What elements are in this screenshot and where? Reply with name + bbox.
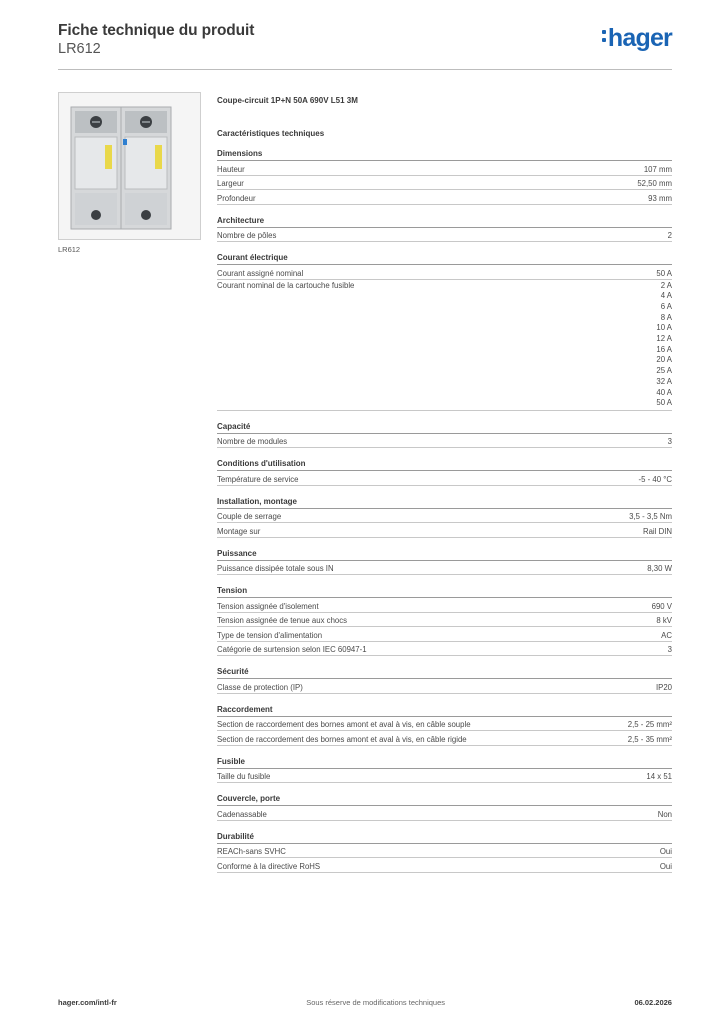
spec-value: 10 A: [656, 323, 672, 333]
page-title: Fiche technique du produit: [58, 22, 255, 39]
spec-label: Section de raccordement des bornes amont et aval à vis, en câble souple: [217, 720, 471, 730]
spec-row: [217, 642, 672, 657]
product-photo: [58, 92, 201, 240]
section-title: Puissance: [217, 549, 672, 561]
spec-value: 40 A: [656, 387, 672, 397]
spec-row: [217, 679, 672, 694]
spec-row: [217, 161, 672, 176]
spec-label: Largeur: [217, 179, 244, 188]
spec-value: -5 - 40 °C: [638, 474, 672, 484]
section-title: Fusible: [217, 757, 672, 769]
spec-value: AC: [661, 630, 672, 640]
spec-value: 2,5 - 35 mm²: [627, 734, 672, 744]
spec-row: [217, 613, 672, 628]
spec-row: [217, 731, 672, 746]
spec-value: 2,5 - 25 mm²: [627, 720, 672, 730]
section-title: Courant électrique: [217, 253, 672, 265]
spec-value: 52,50 mm: [637, 179, 672, 188]
spec-row: [217, 509, 672, 524]
spec-label: Nombre de pôles: [217, 231, 277, 240]
spec-value: 2: [667, 231, 672, 240]
spec-value: 16 A: [656, 344, 672, 354]
spec-content: [217, 96, 672, 873]
section-title: Couvercle, porte: [217, 794, 672, 806]
spec-value: 8 kV: [656, 616, 672, 626]
spec-value: 3: [667, 645, 672, 655]
spec-row: [217, 471, 672, 486]
spec-value: IP20: [655, 682, 672, 692]
spec-value: 107 mm: [643, 164, 672, 174]
spec-label: Cadenassable: [217, 809, 267, 819]
section-title: Architecture: [217, 216, 672, 228]
spec-value: 6 A: [660, 301, 672, 311]
product-reference: LR612: [58, 41, 101, 57]
spec-row: [217, 280, 672, 411]
spec-value: 93 mm: [648, 193, 672, 203]
spec-label: Courant assigné nominal: [217, 268, 304, 278]
page-header: [58, 22, 672, 70]
specs-heading: Caractéristiques techniques: [217, 129, 325, 138]
spec-label: Température de service: [217, 474, 299, 484]
spec-label: Profondeur: [217, 193, 256, 203]
spec-label: Montage sur: [217, 526, 261, 536]
hager-logo: [602, 26, 672, 51]
spec-label: Section de raccordement des bornes amont et aval à vis, en câble rigide: [217, 734, 467, 744]
spec-label: Courant nominal de la cartouche fusible: [217, 280, 355, 290]
spec-label: Type de tension d'alimentation: [217, 630, 323, 640]
spec-row: [217, 627, 672, 642]
product-title: Coupe-circuit 1P+N 50A 690V L51 3M: [217, 96, 358, 105]
spec-value: 8 A: [660, 312, 672, 322]
spec-row: [217, 265, 672, 280]
page-footer: [58, 998, 672, 1007]
logo-text: hager: [607, 24, 672, 52]
section-title: Capacité: [217, 422, 672, 434]
spec-row: [217, 806, 672, 821]
spec-value: 20 A: [656, 355, 672, 365]
spec-value: Oui: [659, 847, 672, 857]
photo-caption: LR612: [58, 245, 81, 254]
spec-label: Catégorie de surtension selon IEC 60947-1: [217, 645, 367, 655]
section-title: Tension: [217, 586, 672, 598]
spec-value: 50 A: [656, 398, 672, 408]
spec-label: Nombre de modules: [217, 437, 288, 447]
spec-label: Taille du fusible: [217, 772, 271, 782]
spec-row: [217, 228, 672, 243]
spec-sections: [217, 149, 672, 873]
section-title: Installation, montage: [217, 497, 672, 509]
spec-row: [217, 561, 672, 576]
spec-row: [217, 717, 672, 732]
spec-row: [217, 523, 672, 538]
spec-value: 12 A: [656, 334, 672, 344]
section-title: Dimensions: [217, 149, 672, 161]
spec-label: Puissance dissipée totale sous IN: [217, 564, 334, 574]
fuse-holder-image: [59, 93, 200, 239]
spec-row: [217, 769, 672, 784]
spec-row: [217, 190, 672, 205]
spec-value-list: [656, 281, 672, 409]
section-title: Sécurité: [217, 667, 672, 679]
spec-label: Classe de protection (IP): [217, 682, 303, 692]
section-title: Durabilité: [217, 832, 672, 844]
spec-label: Tension assignée d'isolement: [217, 601, 319, 611]
spec-value: 4 A: [660, 291, 672, 301]
spec-label: Couple de serrage: [217, 512, 282, 522]
spec-row: [217, 434, 672, 449]
spec-row: [217, 844, 672, 859]
spec-value: 50 A: [656, 268, 672, 278]
spec-row: [217, 858, 672, 873]
spec-value: 3: [667, 437, 672, 447]
logo-dots-icon: [602, 30, 607, 44]
spec-row: [217, 176, 672, 191]
spec-value: 32 A: [656, 376, 672, 386]
spec-value: 8,30 W: [647, 564, 672, 574]
footer-date: 06.02.2026: [634, 998, 672, 1007]
spec-label: Conforme à la directive RoHS: [217, 861, 321, 871]
spec-value: Rail DIN: [642, 526, 672, 536]
section-title: Raccordement: [217, 705, 672, 717]
spec-label: Hauteur: [217, 164, 245, 174]
spec-value: 14 x 51: [646, 772, 672, 782]
spec-row: [217, 598, 672, 613]
footer-disclaimer: Sous réserve de modifications techniques: [306, 998, 446, 1007]
spec-value: Non: [657, 809, 672, 819]
spec-label: REACh-sans SVHC: [217, 847, 286, 857]
spec-value: 3,5 - 3,5 Nm: [629, 512, 672, 522]
spec-value: 690 V: [651, 601, 672, 611]
spec-value: Oui: [659, 861, 672, 871]
spec-label: Tension assignée de tenue aux chocs: [217, 616, 348, 626]
section-title: Conditions d'utilisation: [217, 459, 672, 471]
spec-value: 2 A: [660, 280, 672, 290]
spec-value: 25 A: [656, 366, 672, 376]
footer-website: hager.com/intl-fr: [58, 998, 117, 1007]
